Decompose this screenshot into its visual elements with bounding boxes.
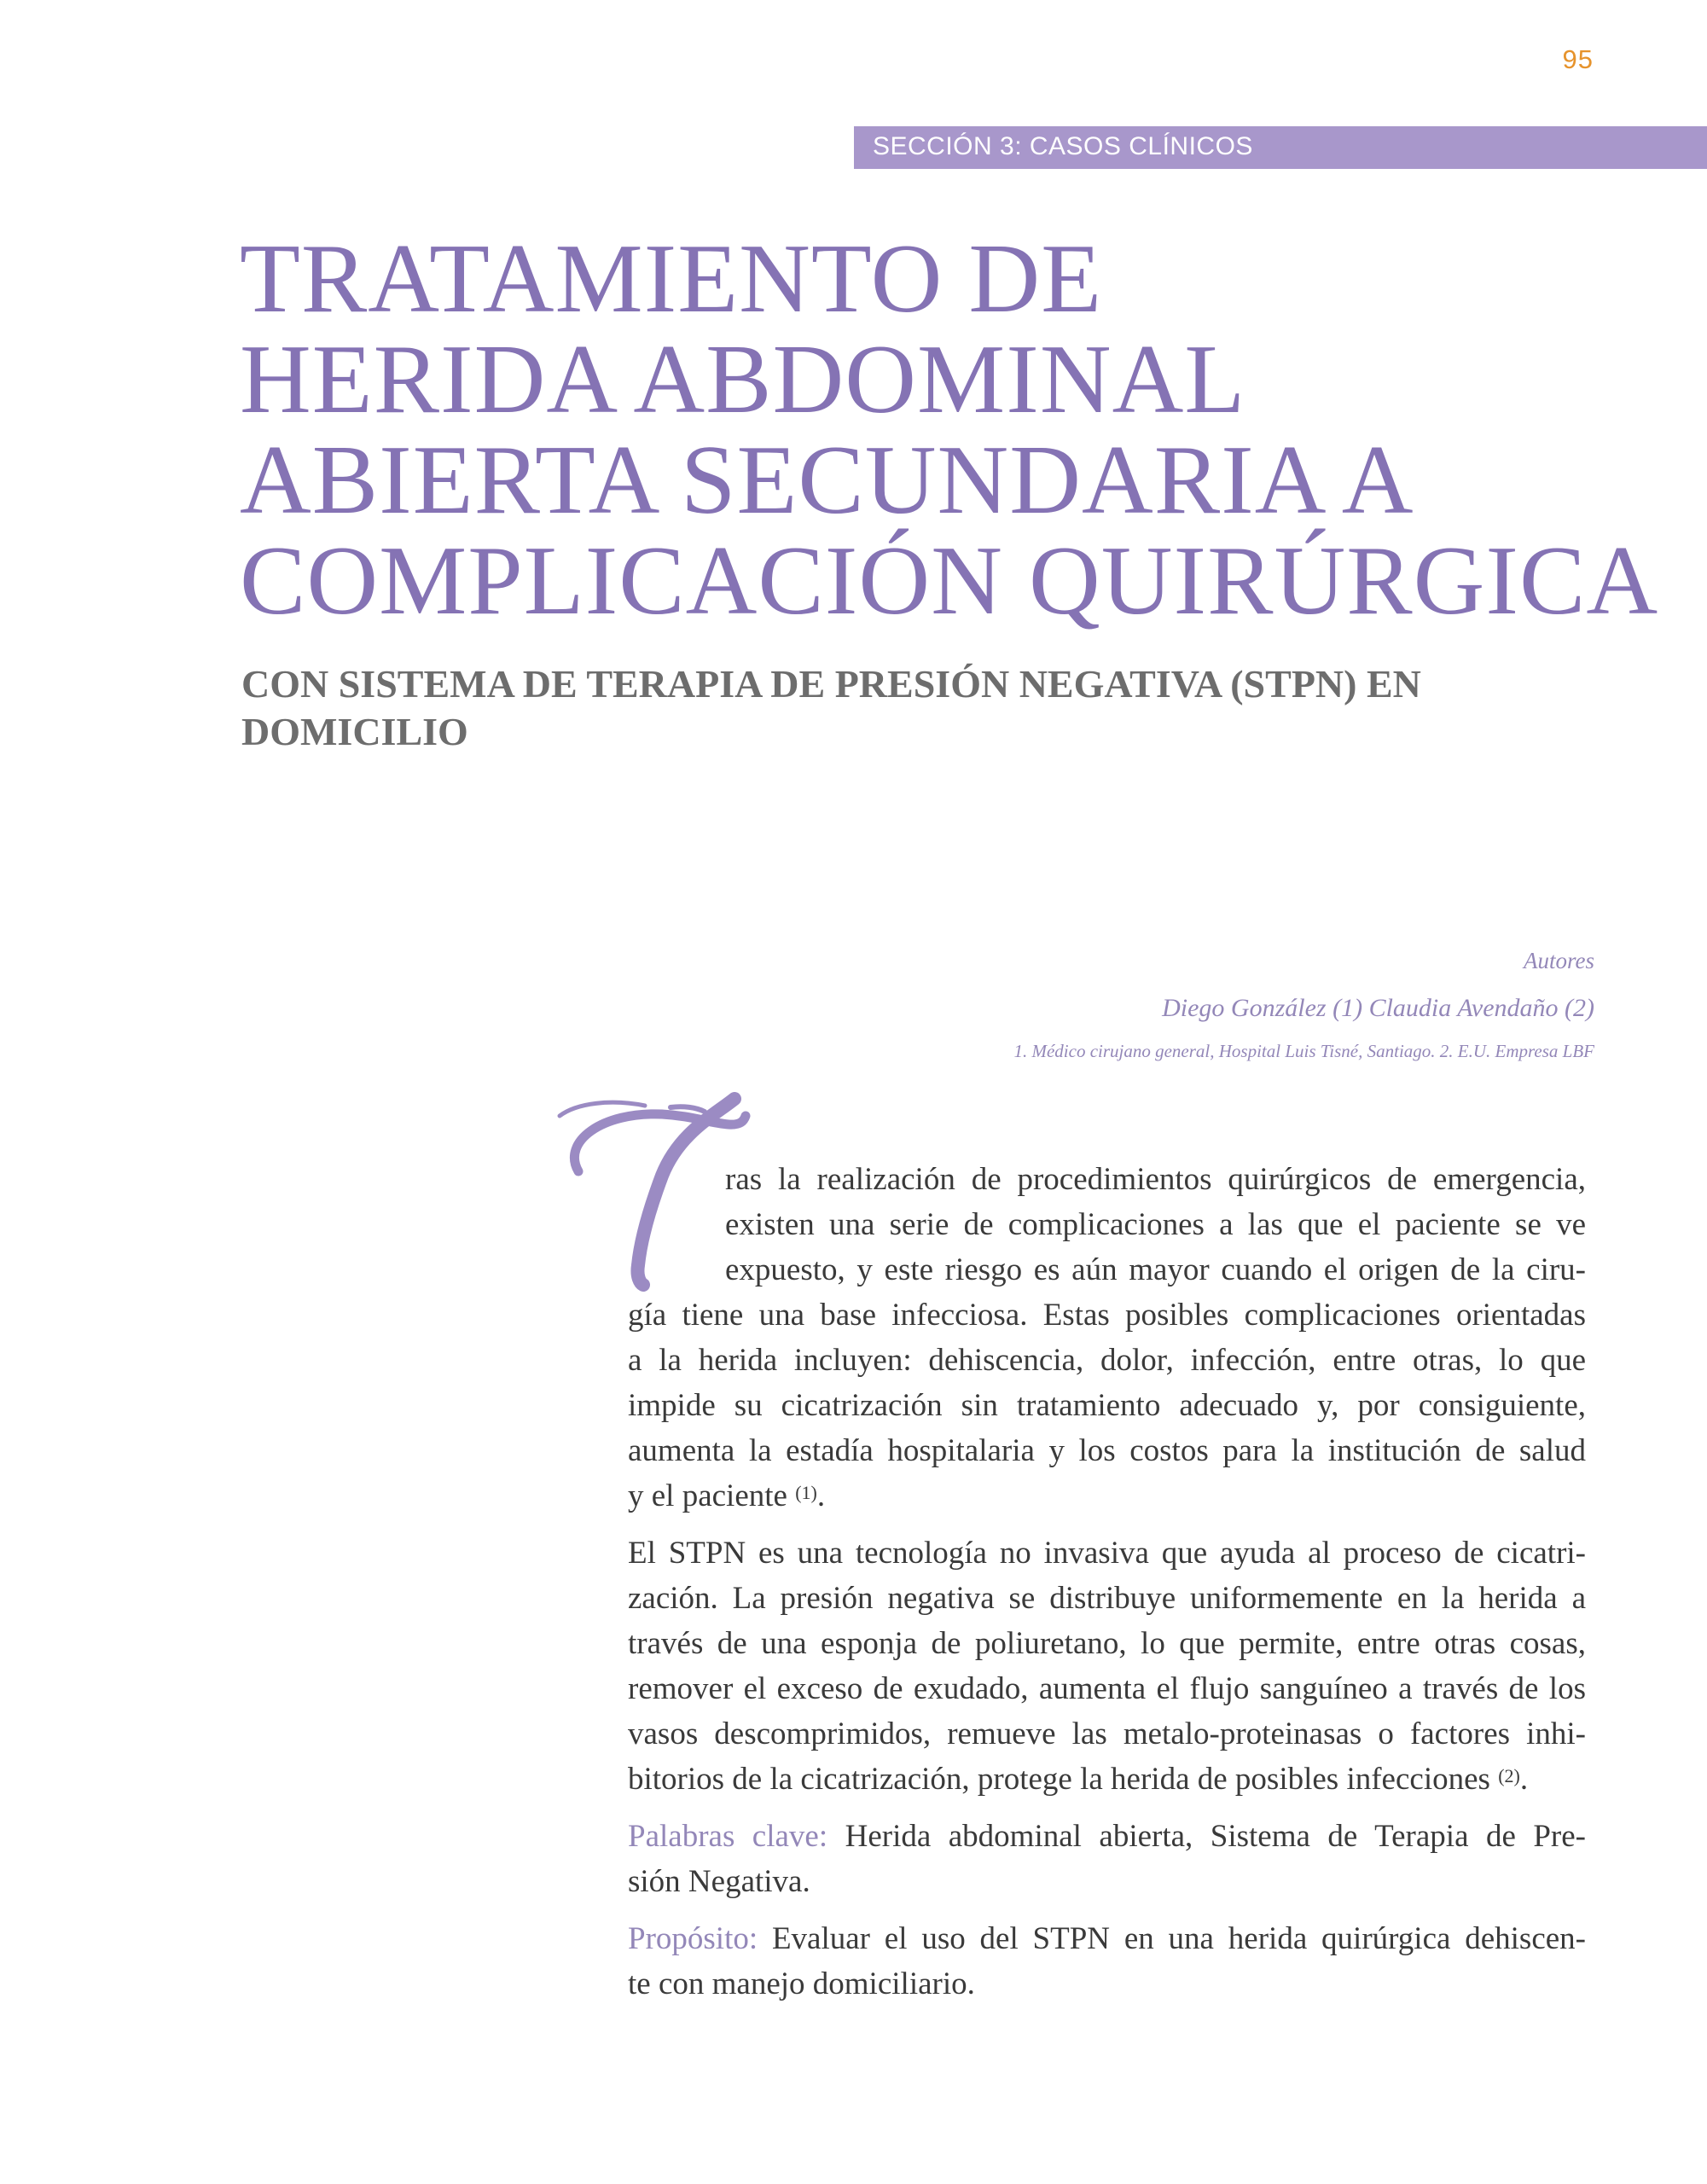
keywords-line-2: sión Negativa. <box>628 1864 810 1899</box>
body-text: y el paciente <box>628 1478 787 1513</box>
section-bar <box>854 126 1707 169</box>
purpose-text: Evaluar el uso del STPN en una herida quirúrgica dehiscen- <box>771 1921 1587 1956</box>
body-line: través de una esponja de poliuretano, lo que permite, entre otras cosas, <box>628 1626 1586 1661</box>
authors-block <box>741 945 1594 1063</box>
keywords-line <box>628 1814 1586 1859</box>
article-body <box>628 1157 1586 2007</box>
authors-names: Diego González (1) Claudia Avendaño (2) <box>1162 994 1594 1022</box>
body-line: gía tiene una base infecciosa. Estas posibles complicaciones orientadas <box>628 1298 1586 1333</box>
subtitle-line: CON SISTEMA DE TERAPIA DE PRESIÓN NEGATIVA (STPN) EN <box>241 662 1421 706</box>
keywords-label: Palabras clave: <box>628 1819 828 1854</box>
body-line-last: y el paciente $^{(1)}$. <box>628 1478 826 1513</box>
author-affiliations: 1. Médico cirujano general, Hospital Luis Tisné, Santiago. 2. E.U. Empresa LBF <box>1013 1041 1594 1061</box>
body-line: a la herida incluyen: dehiscencia, dolor, infección, entre otras, lo que <box>628 1343 1586 1378</box>
body-line-last: bitorios de la cicatrización, protege la herida de posibles infecciones $^{(2)}$. <box>628 1762 1529 1797</box>
purpose-label: Propósito: <box>628 1921 758 1956</box>
body-line: ras la realización de procedimientos quirúrgicos de emergencia, <box>725 1162 1586 1197</box>
page-number: 95 <box>1562 44 1594 74</box>
title-line: TRATAMIENTO DE <box>240 224 1103 334</box>
reference-mark: (1) <box>795 1482 817 1503</box>
body-line: zación. La presión negativa se distribuye uniformemente en la herida a <box>628 1581 1586 1616</box>
body-line: vasos descomprimidos, remueve las metalo-proteinasas o factores inhi- <box>628 1716 1586 1751</box>
reference-mark: (2) <box>1498 1765 1520 1786</box>
intro-paragraph <box>628 1157 1586 1519</box>
title-line: ABIERTA SECUNDARIA A <box>240 426 1414 535</box>
title-line: COMPLICACIÓN QUIRÚRGICA <box>240 526 1659 636</box>
body-line: existen una serie de complicaciones a las que el paciente se ve <box>725 1207 1586 1242</box>
authors-heading: Autores <box>1524 948 1594 973</box>
subtitle-line: DOMICILIO <box>241 710 468 753</box>
keywords-text: Herida abdominal abierta, Sistema de Terapia de Pre- <box>845 1819 1586 1854</box>
purpose-paragraph <box>628 1916 1586 2007</box>
body-line: remover el exceso de exudado, aumenta el flujo sanguíneo a través de los <box>628 1671 1586 1706</box>
purpose-line <box>628 1916 1586 1961</box>
body-line: expuesto, y este riesgo es aún mayor cuando el origen de la ciru- <box>725 1252 1586 1287</box>
purpose-line-2: te con manejo domiciliario. <box>628 1966 975 2001</box>
article-subtitle <box>241 660 1606 756</box>
article-title <box>240 224 1659 636</box>
section-label: SECCIÓN 3: CASOS CLÍNICOS <box>873 132 1253 160</box>
body-text: bitorios de la cicatrización, protege la herida de posibles infecciones <box>628 1762 1490 1797</box>
keywords-paragraph <box>628 1814 1586 1904</box>
body-line: impide su cicatrización sin tratamiento adecuado y, por consiguiente, <box>628 1388 1586 1423</box>
stpn-paragraph <box>628 1531 1586 1802</box>
title-line: HERIDA ABDOMINAL <box>240 325 1246 434</box>
body-line: aumenta la estadía hospitalaria y los costos para la institución de salud <box>628 1433 1586 1468</box>
body-line: El STPN es una tecnología no invasiva que ayuda al proceso de cicatri- <box>628 1536 1586 1571</box>
